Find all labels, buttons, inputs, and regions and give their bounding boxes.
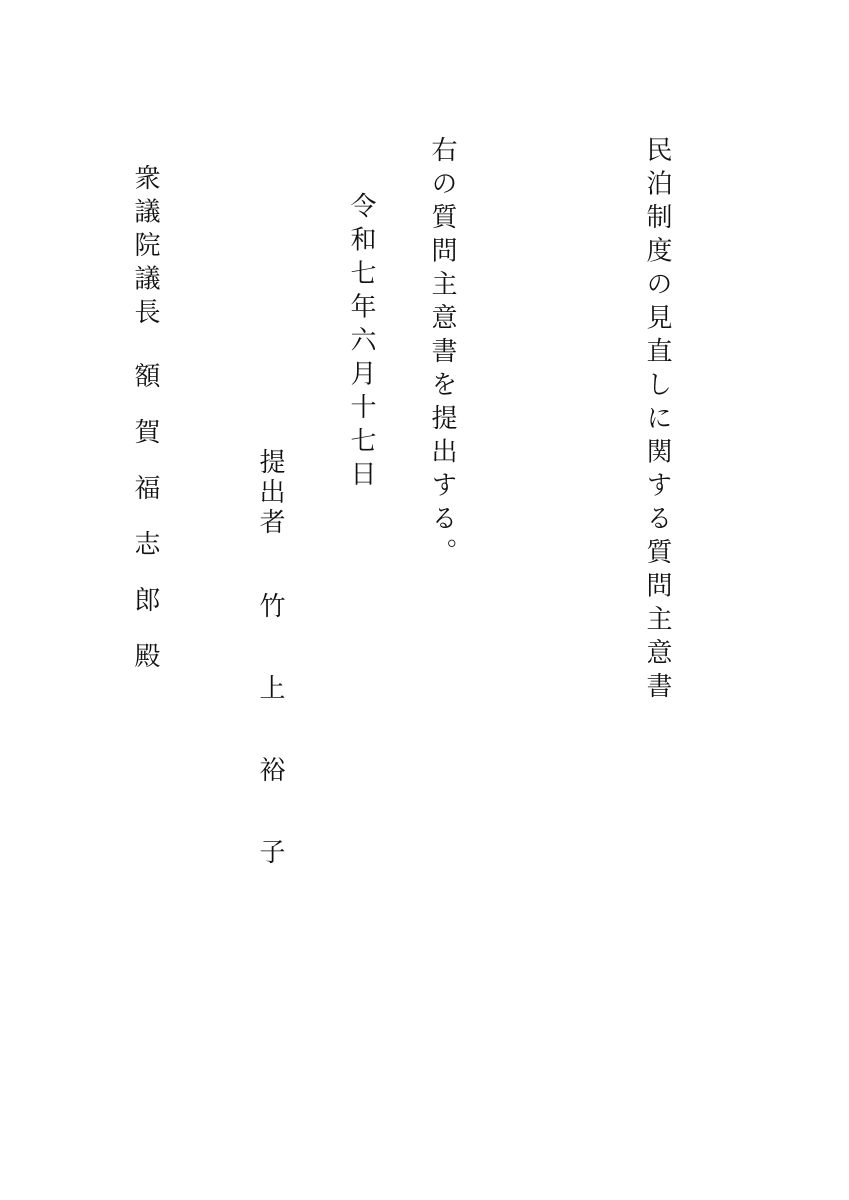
document-title: 民泊制度の見直しに関する質問主意書 (642, 136, 672, 706)
submitter-block (250, 448, 290, 920)
submitter-name: 竹上裕子 (255, 592, 285, 920)
submission-date: 令和七年六月十七日 (346, 192, 376, 494)
addressee-block (125, 164, 165, 698)
submitter-label: 提出者 (255, 448, 285, 538)
addressee-office: 衆議院議長 (130, 164, 160, 332)
addressee-name: 額賀福志郎殿 (130, 361, 160, 698)
submission-sentence: 右の質問主意書を提出する。 (427, 136, 457, 572)
